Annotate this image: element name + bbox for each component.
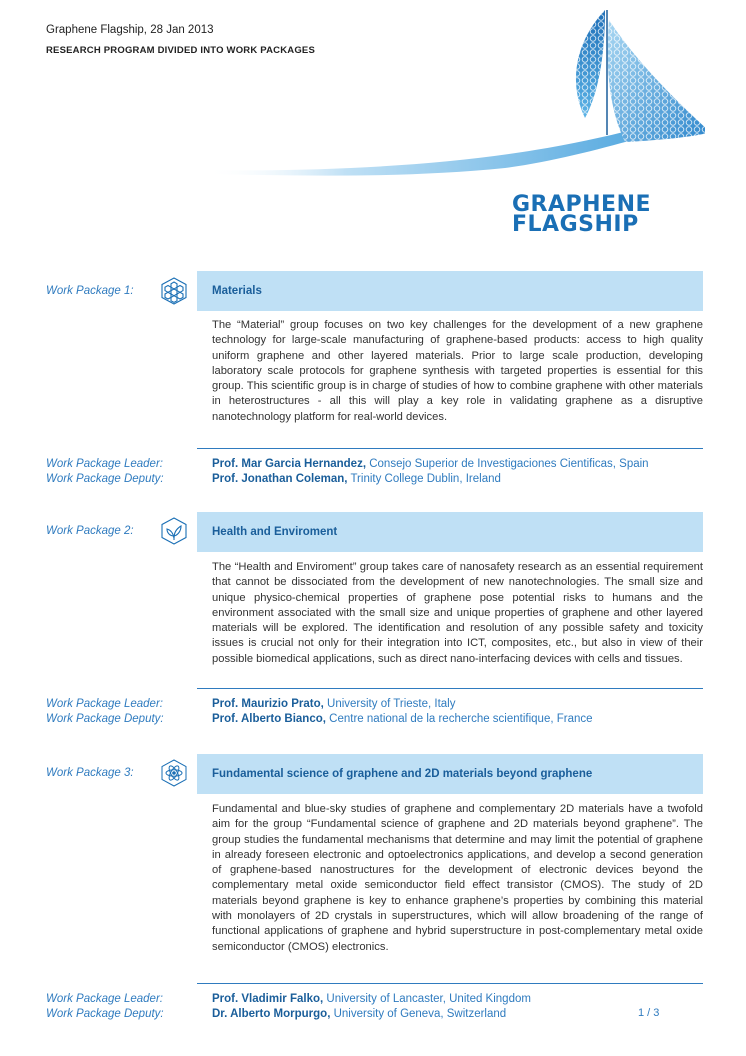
leader-org: Consejo Superior de Investigaciones Cientificas, Spain — [366, 458, 649, 470]
leader-label: Work Package Leader: — [46, 993, 163, 1005]
logo-wordmark — [512, 192, 652, 237]
deputy-label: Work Package Deputy: — [46, 473, 164, 485]
leader-line — [212, 697, 593, 712]
wp-description: Fundamental and blue-sky studies of graphene and complementary 2D materials have a twofold aim for the group “Fundamental science of graphene and 2D materials beyond graphene”. The group studies the fundamental mechanisms that determine and may limit the potential of graphene in already foreseen electronic and optoelectronics applications, and develop a second generation of graphene-based nanostructures for the development of electronic devices beyond the complementary metal oxide semiconductor field effect transistor (CMOS). The study of 2D materials beyond graphene is key to enhance graphene’s properties by combining this material with monolayers of 2D crystals in superstructures, which will allow broadening of the range of functional applications of graphene and hybrid superstructure in post-complementary metal oxide semiconductor (CMOS) electronics. — [212, 803, 703, 953]
people-list — [212, 992, 531, 1022]
wp-description: The “Material” group focuses on two key challenges for the development of a new graphene technology for large-scale manufacturing of graphene-based products: access to high quality uniform graphene and other layered materials. Prior to large scale production, developing laboratory scale protocols for graphene synthesis with targeted properties is essential for this group. This scientific group is in charge of studies of how to combine graphene with other materials in heterostructures - all this will play a key role in validating graphene as a disruptive nanotechnology platform for real-world devices. — [212, 319, 703, 423]
leader-label: Work Package Leader: — [46, 698, 163, 710]
deputy-line — [212, 1007, 531, 1022]
deputy-org: Centre national de la recherche scientifique, France — [325, 713, 593, 725]
people-labels — [46, 457, 164, 487]
people-labels — [46, 697, 164, 727]
logo-line-2: FLAGSHIP — [512, 212, 639, 237]
leader-name: Prof. Vladimir Falko, — [212, 993, 324, 1005]
deputy-org: University of Geneva, Switzerland — [330, 1008, 507, 1020]
deputy-name: Prof. Alberto Bianco, — [212, 713, 326, 725]
deputy-label: Work Package Deputy: — [46, 713, 164, 725]
leader-line — [212, 457, 649, 472]
wp-title: Materials — [212, 285, 262, 297]
divider — [197, 448, 703, 449]
divider — [197, 688, 703, 689]
people-labels — [46, 992, 164, 1022]
leader-name: Prof. Mar Garcia Hernandez, — [212, 458, 367, 470]
atom-icon — [160, 759, 188, 787]
wp-title: Fundamental science of graphene and 2D materials beyond graphene — [212, 768, 593, 780]
leader-name: Prof. Maurizio Prato, — [212, 698, 324, 710]
wp-title: Health and Enviroment — [212, 526, 338, 538]
wp-title-bar — [197, 271, 703, 311]
deputy-org: Trinity College Dublin, Ireland — [347, 473, 501, 485]
wp-title-bar — [197, 512, 703, 552]
deputy-label: Work Package Deputy: — [46, 1008, 164, 1020]
leader-line — [212, 992, 531, 1007]
leaf-icon — [160, 517, 188, 545]
hexagon-lattice-icon — [160, 277, 188, 305]
wp-label: Work Package 2: — [46, 525, 134, 537]
wp-description: The “Health and Enviroment” group takes care of nanosafety research as an essential requirement that cannot be dissociated from the development of new nanotechnologies. The small size and unique physico-chemical properties of graphene pose potential risks to humans and the environment associated with the small size and unique properties of graphene and other layered materials will be explored. The identification and resolution of any possible safety and toxicity issues is crucial not only for their integration into ICT, composites, etc., but also in view of their possible biomedical applications, such as direct nano-interfacing devices with cells and tissues. — [212, 561, 703, 665]
deputy-line — [212, 472, 649, 487]
document-subtitle: RESEARCH PROGRAM DIVIDED INTO WORK PACKAGES — [46, 45, 315, 56]
wp-title-bar — [197, 754, 703, 794]
people-list — [212, 697, 593, 727]
graphene-sail-logo-icon — [205, 0, 705, 185]
date-line: Graphene Flagship, 28 Jan 2013 — [46, 24, 214, 36]
wp-label: Work Package 3: — [46, 767, 134, 779]
people-list — [212, 457, 649, 487]
page-number: 1 / 3 — [638, 1007, 660, 1019]
deputy-line — [212, 712, 593, 727]
divider — [197, 983, 703, 984]
deputy-name: Dr. Alberto Morpurgo, — [212, 1008, 331, 1020]
leader-org: University of Lancaster, United Kingdom — [323, 993, 531, 1005]
wp-label: Work Package 1: — [46, 285, 134, 297]
leader-org: University of Trieste, Italy — [323, 698, 456, 710]
leader-label: Work Package Leader: — [46, 458, 163, 470]
deputy-name: Prof. Jonathan Coleman, — [212, 473, 348, 485]
logo-line-1: GRAPHENE — [512, 192, 652, 217]
